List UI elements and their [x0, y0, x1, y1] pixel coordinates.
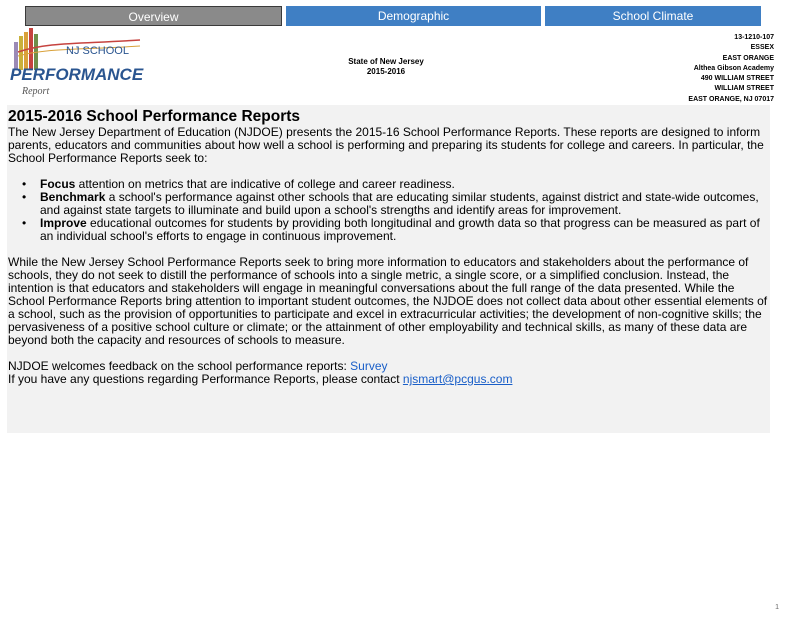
state-name: State of New Jersey — [348, 57, 424, 66]
list-item — [40, 191, 769, 217]
tab-school-climate[interactable]: School Climate — [545, 6, 761, 26]
survey-link[interactable]: Survey — [350, 359, 388, 373]
logo-line-2: PERFORMANCE — [10, 65, 144, 84]
tab-demographic[interactable]: Demographic — [286, 6, 541, 26]
contact-text: If you have any questions regarding Performance Reports, please contact — [8, 372, 403, 386]
bullet-text: attention on metrics that are indicative of college and career readiness. — [75, 177, 455, 191]
list-item — [40, 217, 769, 243]
address-line-2: WILLIAM STREET — [714, 85, 774, 93]
nj-school-performance-logo — [8, 28, 148, 98]
bullet-keyword: Benchmark — [40, 190, 106, 204]
school-info — [574, 33, 774, 105]
disclaimer-paragraph: While the New Jersey School Performance Reports seek to bring more information to educators and stakeholders about the performance of schools, they do not seek to distill the performance of schools into a single metric, a single score, or a simplified conclusion. Instead, the intention is that educators and stakeholders will engage in meaningful conversations about the full range of the data presented. While the School Performance Reports bring attention to important student outcomes, the NJDOE does not collect data about other essential elements of a school, such as the provision of opportunities to participate and excel in extracurricular activities; the development of non-cognitive skills; the pervasiveness of a positive school culture or climate; or the attainment of other employability and technical skills, as many of these data are beyond both the capacity and resources of schools to measure. — [8, 255, 768, 347]
report-tabs — [25, 6, 761, 26]
district-name: EAST ORANGE — [722, 54, 774, 62]
state-header — [330, 57, 442, 77]
city-state-zip: EAST ORANGE, NJ 07017 — [688, 95, 774, 103]
school-name: Althea Gibson Academy — [693, 64, 774, 72]
page-number: 1 — [775, 604, 779, 611]
tab-overview[interactable]: Overview — [25, 6, 282, 26]
school-code: 13-1210-107 — [734, 34, 774, 41]
bullet-text: educational outcomes for students by providing both longitudinal and growth data so that progress can be measured as part of an individual school's efforts to engage in continuous improvement. — [40, 216, 760, 243]
report-year: 2015-2016 — [366, 67, 406, 76]
page-title: 2015-2016 School Performance Reports — [8, 108, 301, 125]
bullet-keyword: Improve — [40, 216, 87, 230]
feedback-text: NJDOE welcomes feedback on the school performance reports: — [8, 359, 351, 373]
intro-paragraph: The New Jersey Department of Education (NJDOE) presents the 2015-16 School Performance Reports. These reports are designed to inform parents, educators and communities about how well a school is performing and preparing its students for college and careers. In particular, the School Performance Reports seek to: — [8, 125, 764, 165]
bullet-text: a school's performance against other schools that are educating similar students, against district and state-wide outcomes, and against state targets to illuminate and build upon a school's strengths and identify areas for improvement. — [40, 190, 759, 217]
county-name: ESSEX — [750, 44, 774, 52]
bullet-keyword: Focus — [40, 177, 76, 191]
logo-line-1: NJ SCHOOL — [66, 45, 129, 57]
contact-email-link[interactable]: njsmart@pcgus.com — [402, 372, 513, 386]
contact-line — [8, 373, 769, 386]
overview-panel — [7, 105, 770, 433]
logo-graphic — [8, 28, 148, 98]
address-line-1: 490 WILLIAM STREET — [700, 75, 774, 83]
logo-line-3: Report — [22, 86, 50, 97]
goals-list — [8, 178, 769, 243]
